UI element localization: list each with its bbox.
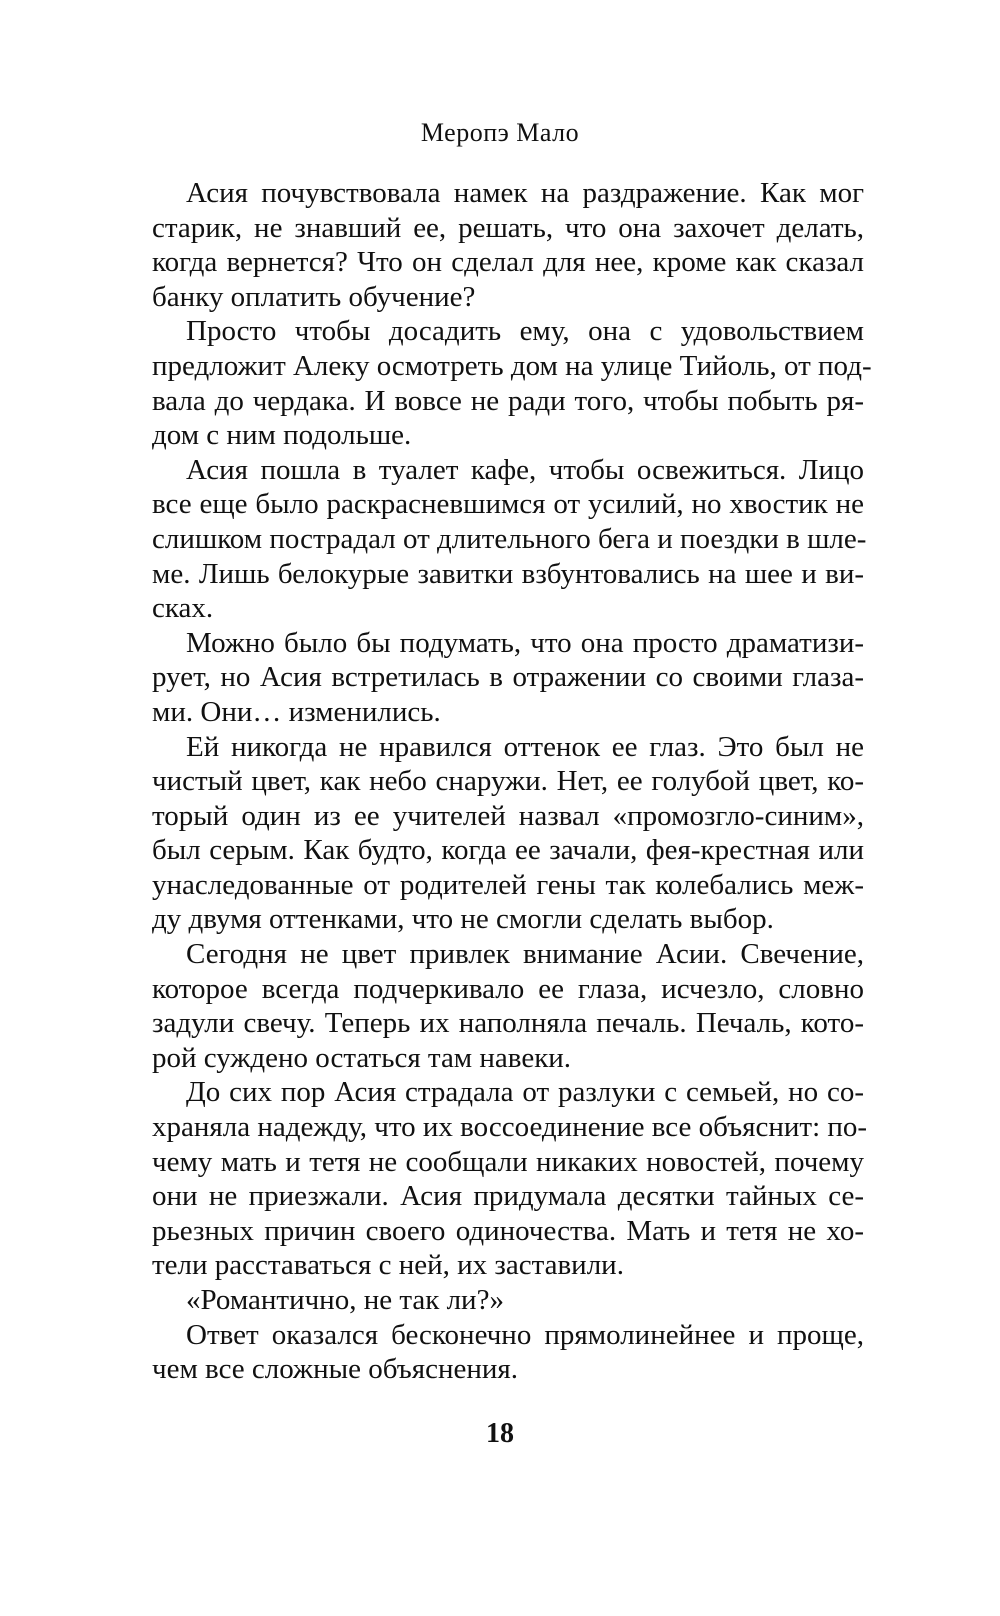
paragraph [152,937,864,1075]
paragraph [152,1318,864,1387]
text-line: ме. Лишь белокурые завитки взбунтовались на шее и ви- [152,557,864,590]
text-line: Асия почувствовала намек на раздражение. Как мог [186,177,864,209]
paragraph [152,453,867,626]
text-line: рой суждено остаться там навеки. [152,1041,572,1074]
text-line: ду двумя оттенками, что не смогли сделать выбор. [152,903,774,936]
page-number: 18 [486,1418,514,1449]
text-line: ми. Они… изменились. [152,695,441,728]
text-line: «Романтично, не так ли?» [186,1284,504,1316]
text-line: слишком пострадал от длительного бега и поездки в шле- [152,522,867,555]
text-line: старик, не знавший ее, решать, что она захочет делать, [152,211,864,244]
paragraph [152,314,872,452]
text-line: чем все сложные объяснения. [152,1353,518,1386]
text-line: храняла надежду, что их воссоединение все объяснит: по- [152,1111,868,1144]
running-header: Меропэ Мало [420,118,580,147]
text-line: предложит Алеку осмотреть дом на улице Тийоль, от под- [152,349,872,382]
text-line: все еще было раскрасневшимся от усилий, но хвостик не [152,488,864,521]
paragraph [152,1283,864,1318]
text-line: был серым. Как будто, когда ее зачали, фея-крестная или [152,834,864,867]
text-line: рьезных причин своего одиночества. Мать и тетя не хо- [152,1214,864,1247]
text-line: До сих пор Асия страдала от разлуки с семьей, но со- [186,1076,864,1109]
text-line: сках. [152,592,214,625]
body-text [152,176,872,1387]
text-line: Просто чтобы досадить ему, она с удовольствием [186,315,864,348]
text-line: Ей никогда не нравился оттенок ее глаз. Это был не [186,730,864,763]
text-line: чему мать и тетя не сообщали никаких новостей, почему [152,1145,864,1178]
paragraph [152,730,864,938]
text-line: вала до чердака. И вовсе не ради того, чтобы побыть ря- [152,384,864,417]
text-line: банку оплатить обучение? [152,280,476,313]
text-line: унаследованные от родителей гены так колебались меж- [152,868,864,901]
text-line: тели расставаться с ней, их заставили. [152,1249,624,1282]
text-line: задули свечу. Теперь их наполняла печаль. Печаль, кото- [152,1007,864,1040]
text-line: которое всегда подчеркивало ее глаза, исчезло, словно [152,972,864,1005]
paragraph [152,1075,868,1283]
text-line: Сегодня не цвет привлек внимание Асии. Свечение, [186,938,864,971]
text-line: торый один из ее учителей назвал «промозгло-синим», [152,799,864,832]
text-line: чистый цвет, как небо снаружи. Нет, ее голубой цвет, ко- [152,765,864,798]
text-line: рует, но Асия встретилась в отражении со своими глаза- [152,661,864,694]
text-line: Асия пошла в туалет кафе, чтобы освежиться. Лицо [186,453,864,486]
text-line: они не приезжали. Асия придумала десятки тайных се- [152,1180,864,1213]
text-line: Ответ оказался бесконечно прямолинейнее и проще, [186,1318,864,1351]
paragraph [152,626,864,730]
text-line: дом с ним подольше. [152,419,412,452]
text-line: Можно было бы подумать, что она просто драматизи- [186,626,864,659]
paragraph [152,176,864,314]
text-line: когда вернется? Что он сделал для нее, кроме как сказал [152,246,864,279]
